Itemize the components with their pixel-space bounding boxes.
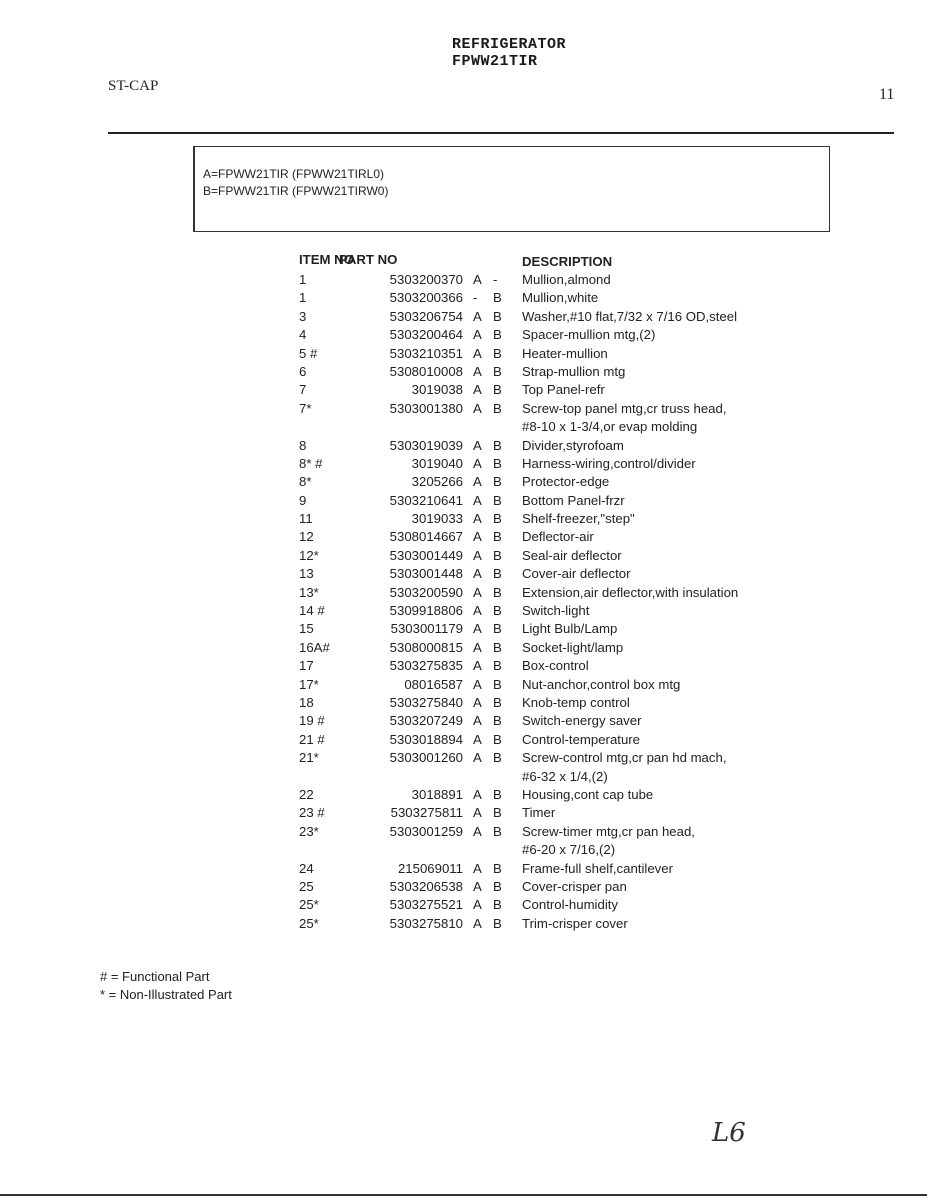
model-a-flag: A	[473, 694, 482, 710]
model-a-flag: A	[473, 345, 482, 361]
part-no: 5303200464	[389, 327, 463, 343]
part-no: 5303275840	[389, 694, 463, 710]
description: Screw-control mtg,cr pan hd mach,	[522, 750, 727, 766]
item-no: 8	[299, 437, 307, 453]
description: Mullion,almond	[522, 272, 611, 287]
model-number: FPWW21TIR	[452, 53, 538, 70]
item-no: 21*	[299, 750, 319, 766]
description: Protector-edge	[522, 474, 610, 490]
description: Frame-full shelf,cantilever	[522, 860, 673, 876]
model-b-flag: B	[493, 584, 502, 600]
description: Mullion,white	[522, 290, 599, 306]
model-a-flag: A	[473, 750, 482, 766]
model-a-flag: A	[473, 676, 482, 692]
part-no: 5303018894	[389, 731, 463, 747]
item-no: 7*	[299, 400, 312, 416]
item-no: 5 #	[299, 345, 318, 361]
model-a-flag: A	[473, 897, 482, 913]
model-a-flag: A	[473, 566, 482, 582]
description: Switch-light	[522, 603, 590, 619]
model-a-flag: A	[473, 511, 482, 527]
part-no: 5303200370	[389, 272, 463, 287]
part-no: 5303207249	[389, 713, 463, 729]
model-a-flag: A	[473, 731, 482, 747]
item-no: 13	[299, 566, 314, 582]
item-no: 16A#	[299, 639, 330, 655]
description: Heater-mullion	[522, 345, 608, 361]
description: Screw-timer mtg,cr pan head,	[522, 823, 695, 839]
model-a-flag: A	[473, 474, 482, 490]
model-b-flag: B	[493, 382, 502, 398]
model-b-flag: B	[493, 345, 502, 361]
item-no: 12	[299, 529, 314, 545]
model-b-flag: B	[493, 511, 502, 527]
description: Spacer-mullion mtg,(2)	[522, 327, 656, 343]
description: Light Bulb/Lamp	[522, 621, 618, 637]
part-no: 5303200590	[389, 584, 463, 600]
model-b-flag: B	[493, 713, 502, 729]
part-no: 5303210351	[389, 345, 463, 361]
part-no: 5303001179	[390, 621, 463, 637]
model-a-flag: A	[473, 437, 482, 453]
part-no: 5309918806	[389, 603, 463, 619]
header-item-no: ITEM NO	[299, 252, 354, 267]
item-no: 22	[299, 786, 314, 802]
part-no: 3018891	[411, 786, 463, 802]
description: Box-control	[522, 658, 589, 674]
model-a-flag: A	[473, 308, 482, 324]
item-no: 23 #	[299, 805, 325, 821]
model-b-flag: B	[493, 621, 502, 637]
part-no: 5308010008	[389, 363, 463, 379]
model-b-flag: B	[493, 823, 502, 839]
model-b-flag: B	[493, 915, 502, 931]
model-b-flag: B	[493, 492, 502, 508]
description: #6-32 x 1/4,(2)	[522, 768, 608, 784]
model-a-flag: A	[473, 400, 482, 416]
description: #6-20 x 7/16,(2)	[522, 842, 616, 858]
model-a-flag: A	[473, 584, 482, 600]
item-no: 17	[299, 658, 314, 674]
model-a-flag: A	[473, 639, 482, 655]
model-b-flag: B	[493, 639, 502, 655]
part-no: 5303200366	[389, 290, 463, 306]
description: Top Panel-refr	[522, 382, 605, 398]
item-no: 21 #	[299, 731, 325, 747]
part-no: 5303001260	[389, 750, 463, 766]
description: Deflector-air	[522, 529, 594, 545]
description: #8-10 x 1-3/4,or evap molding	[522, 419, 698, 435]
header-description: DESCRIPTION	[522, 254, 613, 269]
part-no: 5303001449	[389, 547, 463, 563]
item-no: 25	[299, 878, 314, 894]
model-a-flag: A	[473, 786, 482, 802]
model-a-flag: A	[473, 878, 482, 894]
model-a-flag: A	[473, 823, 482, 839]
description: Control-temperature	[522, 731, 641, 747]
model-a-flag: A	[473, 860, 482, 876]
item-no: 6	[299, 363, 307, 379]
item-no: 8*	[299, 474, 312, 490]
description: Nut-anchor,control box mtg	[522, 676, 681, 692]
model-b-flag: B	[493, 676, 502, 692]
item-no: 25*	[299, 915, 319, 931]
model-b-flag: B	[493, 603, 502, 619]
item-no: 12*	[299, 547, 319, 563]
description: Washer,#10 flat,7/32 x 7/16 OD,steel	[522, 308, 738, 324]
description: Harness-wiring,control/divider	[522, 455, 696, 471]
model-b-flag: B	[493, 437, 502, 453]
part-no: 5303206754	[389, 308, 463, 324]
part-no: 5303275810	[389, 915, 463, 931]
model-a-flag: A	[473, 363, 482, 379]
header-divider	[108, 132, 894, 134]
part-no: 5303206538	[389, 878, 463, 894]
description: Strap-mullion mtg	[522, 363, 626, 379]
model-b-flag: B	[493, 327, 502, 343]
item-no: 3	[299, 308, 307, 324]
part-no: 5303275811	[390, 805, 463, 821]
item-no: 1	[299, 290, 307, 306]
description: Bottom Panel-frzr	[522, 492, 625, 508]
description: Cover-crisper pan	[522, 878, 627, 894]
item-no: 25*	[299, 897, 319, 913]
part-no: 3019038	[411, 382, 463, 398]
model-b-flag: B	[493, 860, 502, 876]
item-no: 11	[299, 511, 313, 527]
model-b-flag: B	[493, 290, 502, 306]
model-a-flag: A	[473, 658, 482, 674]
handwritten-mark: L6	[712, 1118, 746, 1148]
model-b-flag: B	[493, 400, 502, 416]
description: Timer	[522, 805, 556, 821]
item-no: 18	[299, 694, 314, 710]
part-no: 5308000815	[389, 639, 463, 655]
item-no: 17*	[299, 676, 319, 692]
description: Extension,air deflector,with insulation	[522, 584, 739, 600]
model-b-flag: B	[493, 786, 502, 802]
part-no: 5303275835	[389, 658, 463, 674]
item-no: 13*	[299, 584, 319, 600]
model-b-flag: B	[493, 455, 502, 471]
description: Divider,styrofoam	[522, 437, 624, 453]
part-no: 3019033	[411, 511, 463, 527]
bottom-divider	[0, 1194, 927, 1196]
description: Screw-top panel mtg,cr truss head,	[522, 400, 727, 416]
model-a-key: A=FPWW21TIR (FPWW21TIRL0)	[203, 167, 385, 181]
description: Knob-temp control	[522, 694, 630, 710]
part-no: 5303210641	[389, 492, 463, 508]
model-a-flag: A	[473, 713, 482, 729]
model-b-flag: B	[493, 694, 502, 710]
part-no: 215069011	[397, 860, 463, 876]
item-no: 15	[299, 621, 314, 637]
model-a-flag: A	[473, 272, 482, 287]
model-b-flag: B	[493, 529, 502, 545]
item-no: 24	[299, 860, 314, 876]
part-no: 08016587	[404, 676, 463, 692]
model-b-key: B=FPWW21TIR (FPWW21TIRW0)	[203, 184, 389, 198]
model-a-flag: A	[473, 492, 482, 508]
model-b-flag: B	[493, 363, 502, 379]
description: Switch-energy saver	[522, 713, 642, 729]
description: Housing,cont cap tube	[522, 786, 654, 802]
model-a-flag: A	[473, 327, 482, 343]
model-a-flag: A	[473, 621, 482, 637]
model-b-flag: B	[493, 731, 502, 747]
part-no: 5303001448	[389, 566, 463, 582]
description: Socket-light/lamp	[522, 639, 624, 655]
description: Trim-crisper cover	[522, 915, 628, 931]
model-b-flag: B	[493, 566, 502, 582]
item-no: 4	[299, 327, 307, 343]
model-b-flag: B	[493, 878, 502, 894]
model-b-flag: B	[493, 658, 502, 674]
item-no: 9	[299, 492, 307, 508]
model-b-flag: B	[493, 897, 502, 913]
part-no: 3205266	[411, 474, 463, 490]
part-no: 5303275521	[389, 897, 463, 913]
model-key-box	[193, 146, 830, 232]
model-b-flag: -	[493, 272, 498, 287]
model-b-flag: B	[493, 805, 502, 821]
model-a-flag: A	[473, 915, 482, 931]
part-no: 5308014667	[389, 529, 463, 545]
model-b-flag: B	[493, 474, 502, 490]
model-b-flag: B	[493, 308, 502, 324]
item-no: 7	[299, 382, 307, 398]
legend	[100, 968, 232, 1004]
document-title: REFRIGERATOR	[452, 36, 567, 53]
legend-functional: # = Functional Part	[100, 969, 210, 984]
item-no: 8* #	[299, 455, 323, 471]
description: Cover-air deflector	[522, 566, 631, 582]
description: Seal-air deflector	[522, 547, 622, 563]
model-b-flag: B	[493, 750, 502, 766]
model-a-flag: A	[473, 805, 482, 821]
model-a-flag: A	[473, 529, 482, 545]
item-no: 1	[299, 272, 307, 287]
description: Shelf-freezer,"step"	[522, 511, 635, 527]
part-no: 5303001380	[389, 400, 463, 416]
page-number: 11	[879, 86, 895, 103]
model-b-flag: B	[493, 547, 502, 563]
part-no: 5303001259	[389, 823, 463, 839]
model-a-flag: A	[473, 603, 482, 619]
part-no: 5303019039	[389, 437, 463, 453]
legend-non-illustrated: * = Non-Illustrated Part	[100, 987, 232, 1002]
description: Control-humidity	[522, 897, 619, 913]
item-no: 23*	[299, 823, 319, 839]
model-a-flag: A	[473, 455, 482, 471]
model-a-flag: A	[473, 382, 482, 398]
model-a-flag: A	[473, 547, 482, 563]
header-part-no: PART NO	[339, 252, 398, 267]
model-a-flag: -	[473, 290, 478, 306]
item-no: 14 #	[299, 603, 325, 619]
part-no: 3019040	[411, 455, 463, 471]
item-no: 19 #	[299, 713, 325, 729]
section-label: ST-CAP	[108, 78, 159, 94]
